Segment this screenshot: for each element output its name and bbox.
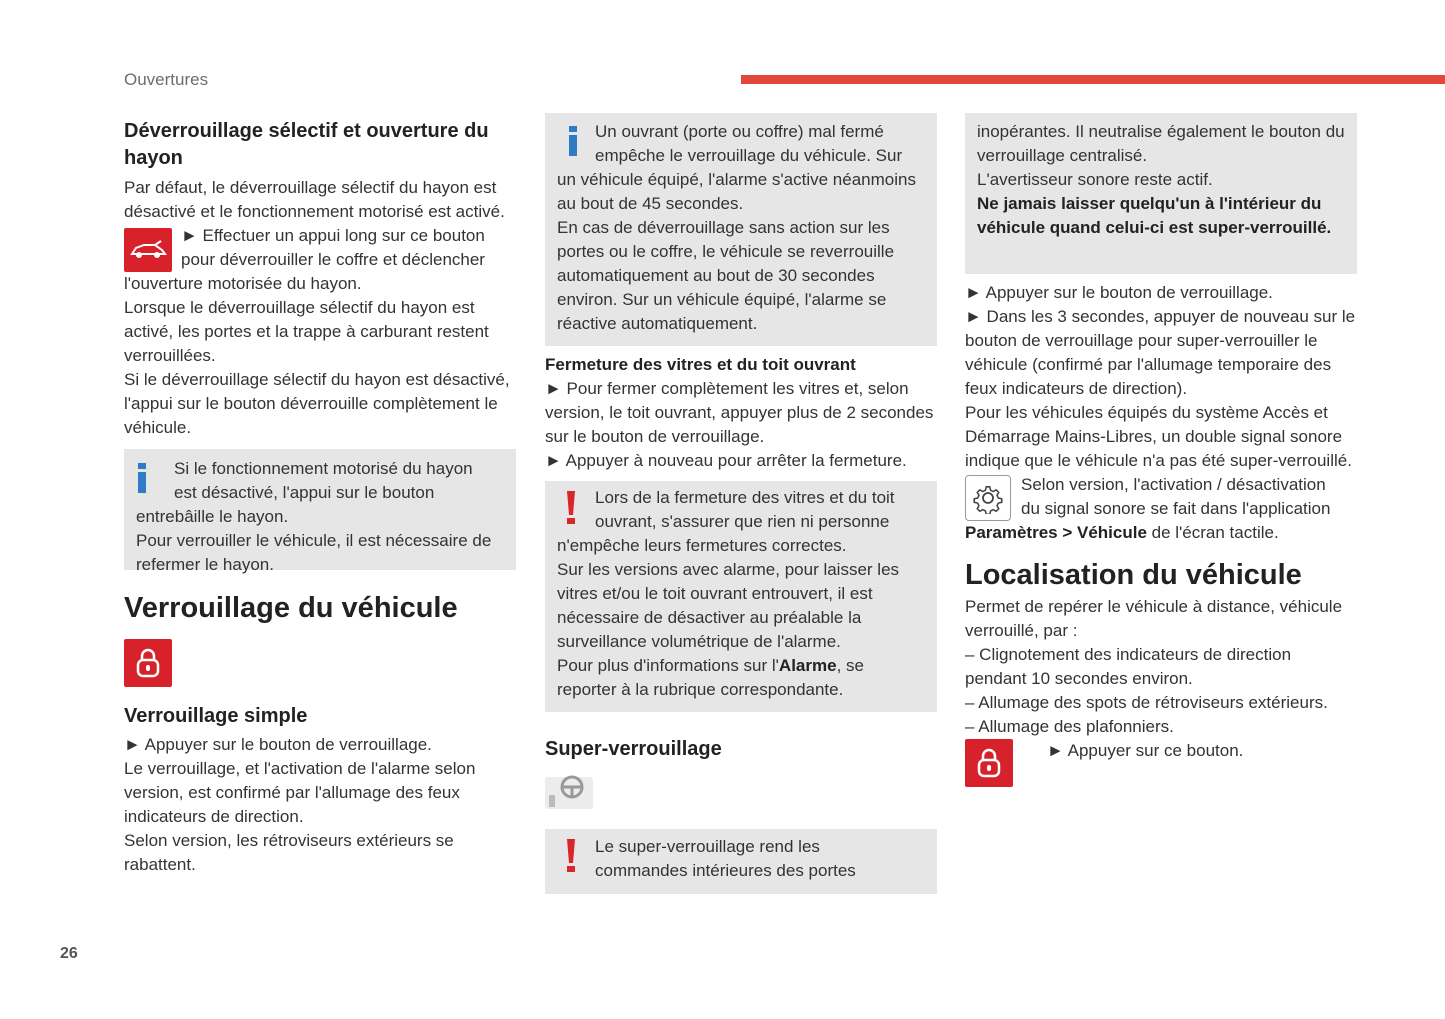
warning-icon bbox=[565, 491, 577, 525]
step-text: du signal sonore se fait dans l'application bbox=[1021, 499, 1331, 518]
paragraph: ► Dans les 3 secondes, appuyer de nouveau sur le bouton de verrouillage pour super-verrouiller le véhicule (confirmé par l'allumage temporaire des feux indicateurs de direction). bbox=[965, 307, 1356, 398]
info-icon bbox=[567, 126, 579, 158]
info-note bbox=[124, 449, 516, 574]
note-text: Le super-verrouillage rend les bbox=[595, 837, 820, 856]
remote-key-icon bbox=[545, 773, 595, 813]
note-text: entrebâille le hayon. bbox=[136, 507, 289, 526]
note-text: Un ouvrant (porte ou coffre) mal fermé bbox=[595, 122, 884, 141]
info-icon bbox=[136, 463, 148, 495]
note-text: ouvrant, s'assurer que rien ni personne bbox=[595, 512, 890, 531]
column-1 bbox=[124, 116, 516, 877]
note-text-bold: Ne jamais laisser quelqu'un à l'intérieur du véhicule quand celui-ci est super-verrouillé. bbox=[977, 194, 1332, 237]
column-3 bbox=[965, 113, 1357, 763]
step-text: pour déverrouiller le coffre et déclencher bbox=[181, 250, 485, 269]
heading-selective-unlock: Déverrouillage sélectif et ouverture du hayon bbox=[124, 120, 489, 169]
heading-vehicle-location: Localisation du véhicule bbox=[965, 559, 1302, 591]
heading-vehicle-locking: Verrouillage du véhicule bbox=[124, 592, 458, 624]
lock-button-icon bbox=[124, 639, 172, 687]
note-text: Sur les versions avec alarme, pour laisser les vitres et/ou le toit ouvrant entrouvert, il est nécessaire de désactiver au préalable la surveillance volumétrique de l'alarme. bbox=[557, 560, 900, 651]
paragraph: Pour les véhicules équipés du système Accès et Démarrage Mains-Libres, un double signal sonore indique que le véhicule n'a pas été super-verrouillé. bbox=[965, 403, 1352, 470]
paragraph: Si le déverrouillage sélectif du hayon est désactivé, l'appui sur le bouton déverrouille complètement le véhicule. bbox=[124, 370, 510, 437]
warning-note bbox=[545, 481, 937, 712]
note-text: n'empêche leurs fermetures correctes. bbox=[557, 536, 847, 555]
note-text: Pour plus d'informations sur l'Alarme, se reporter à la rubrique correspondante. bbox=[557, 656, 864, 699]
section-title: Ouvertures bbox=[124, 70, 209, 89]
note-text: Si le fonctionnement motorisé du hayon bbox=[174, 459, 473, 478]
paragraph: ► Appuyer sur le bouton de verrouillage. bbox=[124, 735, 432, 754]
header-accent-bar bbox=[741, 75, 1445, 84]
note-text: empêche le verrouillage du véhicule. Sur bbox=[595, 146, 903, 165]
note-text: Pour verrouiller le véhicule, il est nécessaire de refermer le hayon. bbox=[136, 531, 492, 574]
step-text: l'ouverture motorisée du hayon. bbox=[124, 274, 362, 293]
heading-windows-closing: Fermeture des vitres et du toit ouvrant bbox=[545, 355, 856, 374]
paragraph: ► Appuyer sur le bouton de verrouillage. bbox=[965, 283, 1273, 302]
lock-button-icon bbox=[965, 739, 1013, 787]
tailgate-step bbox=[124, 224, 516, 296]
paragraph: Selon version, les rétroviseurs extérieurs se rabattent. bbox=[124, 831, 454, 874]
paragraph: Lorsque le déverrouillage sélectif du hayon est activé, les portes et la trappe à carburant restent verrouillées. bbox=[124, 298, 489, 365]
warning-note-continued bbox=[965, 113, 1357, 274]
heading-simple-lock: Verrouillage simple bbox=[124, 705, 308, 727]
note-text: En cas de déverrouillage sans action sur les portes ou le coffre, le véhicule se reverrouille automatiquement au bout de 30 secondes environ. Sur un véhicule équipé, l'alarme se réactive automatiquement. bbox=[557, 218, 895, 333]
note-text: inopérantes. Il neutralise également le bouton du verrouillage centralisé. bbox=[977, 122, 1345, 165]
note-text: L'avertisseur sonore reste actif. bbox=[977, 170, 1213, 189]
list-item: – Clignotement des indicateurs de direction pendant 10 secondes environ. bbox=[965, 645, 1292, 688]
step-text: Paramètres > Véhicule de l'écran tactile. bbox=[965, 523, 1279, 542]
step-text: ► Appuyer sur ce bouton. bbox=[1047, 741, 1244, 760]
paragraph: Par défaut, le déverrouillage sélectif du hayon est désactivé et le fonctionnement motorisé est activé. bbox=[124, 178, 505, 221]
page-number: 26 bbox=[60, 945, 78, 962]
note-text: Lors de la fermeture des vitres et du toit bbox=[595, 488, 895, 507]
locate-step bbox=[965, 739, 1357, 763]
warning-icon bbox=[565, 839, 577, 873]
note-text: un véhicule équipé, l'alarme s'active néanmoins au bout de 45 secondes. bbox=[557, 170, 916, 213]
paragraph: ► Appuyer à nouveau pour arrêter la fermeture. bbox=[545, 451, 907, 470]
note-text: est désactivé, l'appui sur le bouton bbox=[174, 483, 435, 502]
info-note bbox=[545, 113, 937, 346]
warning-note bbox=[545, 829, 937, 894]
settings-step bbox=[965, 473, 1357, 545]
list-item: – Allumage des spots de rétroviseurs extérieurs. bbox=[965, 693, 1328, 712]
paragraph: ► Pour fermer complètement les vitres et, selon version, le toit ouvrant, appuyer plus de 2 secondes sur le bouton de verrouillage. bbox=[545, 379, 934, 446]
list-item: – Allumage des plafonniers. bbox=[965, 717, 1174, 736]
column-2 bbox=[545, 113, 937, 894]
note-text: commandes intérieures des portes bbox=[595, 861, 856, 880]
paragraph: Le verrouillage, et l'activation de l'alarme selon version, est confirmé par l'allumage des feux indicateurs de direction. bbox=[124, 759, 476, 826]
heading-super-lock: Super-verrouillage bbox=[545, 738, 722, 760]
paragraph: Permet de repérer le véhicule à distance, véhicule verrouillé, par : bbox=[965, 597, 1343, 640]
step-text: Selon version, l'activation / désactivation bbox=[1021, 475, 1326, 494]
settings-gear-icon bbox=[965, 475, 1011, 521]
step-text: ► Effectuer un appui long sur ce bouton bbox=[181, 226, 485, 245]
tailgate-button-icon bbox=[124, 228, 172, 272]
